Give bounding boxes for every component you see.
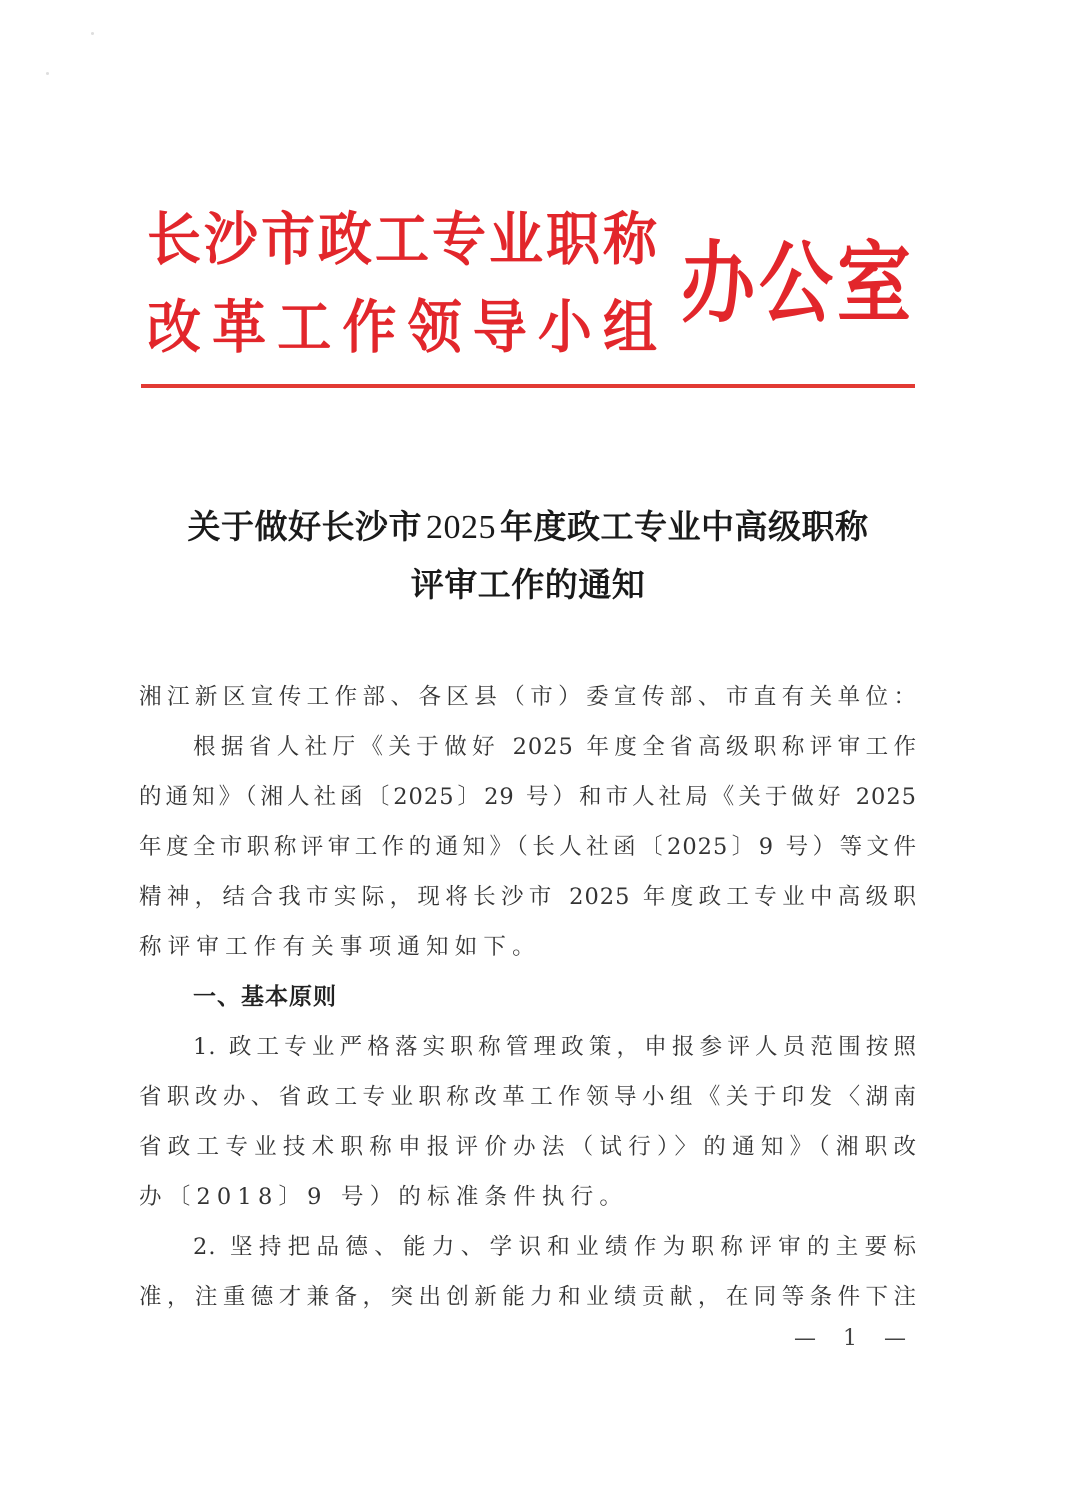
masthead-char: 作 <box>342 293 397 361</box>
title-text: 年度政工专业中高级职称 <box>500 507 869 546</box>
document-title <box>140 498 916 613</box>
masthead-organization-name <box>146 204 658 361</box>
section-heading-basic-principles: 一、基本原则 <box>193 984 337 1010</box>
title-text: 关于做好长沙市 <box>187 507 422 546</box>
masthead-char: 市 <box>261 205 315 273</box>
paragraph-1-line: 精神，结合我市实际，现将长沙市 2025 年度政工专业中高级职 <box>139 884 917 910</box>
red-divider-rule <box>141 384 915 388</box>
masthead-char: 政 <box>318 205 372 273</box>
masthead-char: 组 <box>602 293 657 361</box>
item-1-line: 1. 政工专业严格落实职称管理政策，申报参评人员范围按照 <box>193 1034 917 1060</box>
masthead-char: 专 <box>432 205 486 273</box>
item-2-line: 准，注重德才兼备，突出创新能力和业绩贡献，在同等条件下注 <box>139 1284 917 1310</box>
masthead-char: 业 <box>489 205 543 273</box>
masthead-office <box>680 224 912 344</box>
masthead-char: 长 <box>147 205 201 273</box>
masthead-char: 领 <box>407 293 462 361</box>
paragraph-1-line: 年度全市职称评审工作的通知》（长人社函〔2025〕9 号）等文件 <box>139 834 917 860</box>
scan-speck <box>46 72 49 75</box>
masthead-char: 改 <box>147 293 201 361</box>
document-body <box>139 672 917 1322</box>
salutation: 湘江新区宣传工作部、各区县（市）委宣传部、市直有关单位： <box>139 684 917 710</box>
masthead-char: 工 <box>375 205 429 273</box>
masthead-line-2 <box>146 292 658 362</box>
paragraph-1-line: 的通知》（湘人社函〔2025〕29 号）和市人社局《关于做好 2025 <box>139 784 917 810</box>
title-line-2: 评审工作的通知 <box>410 565 646 604</box>
masthead-office-char: 室 <box>837 232 911 336</box>
scan-speck <box>91 32 94 35</box>
masthead-char: 革 <box>212 293 267 361</box>
item-1-line: 办〔2018〕9 号）的标准条件执行。 <box>139 1184 629 1210</box>
masthead-char: 小 <box>537 293 592 361</box>
title-line-1 <box>140 498 916 556</box>
paragraph-1-line: 根据省人社厅《关于做好 2025 年度全省高级职称评审工作 <box>193 734 917 760</box>
paragraph-1-line: 称评审工作有关事项通知如下。 <box>139 934 541 960</box>
masthead-char: 职 <box>546 205 600 273</box>
masthead-line-1 <box>146 204 658 274</box>
masthead-char: 沙 <box>204 205 258 273</box>
masthead-char: 工 <box>277 293 332 361</box>
masthead-char: 导 <box>472 293 527 361</box>
masthead-office-char: 公 <box>759 232 833 336</box>
item-2-line: 2. 坚持把品德、能力、学识和业绩作为职称评审的主要标 <box>193 1234 917 1260</box>
item-1-line: 省政工专业技术职称申报评价办法（试行）〉的通知》（湘职改 <box>139 1134 917 1160</box>
page-number: — 1 — <box>794 1326 916 1351</box>
masthead-char: 称 <box>603 205 657 273</box>
title-year: 2025 <box>426 509 496 546</box>
masthead-office-char: 办 <box>681 232 755 336</box>
item-1-line: 省职改办、省政工专业职称改革工作领导小组《关于印发〈湖南 <box>139 1084 917 1110</box>
